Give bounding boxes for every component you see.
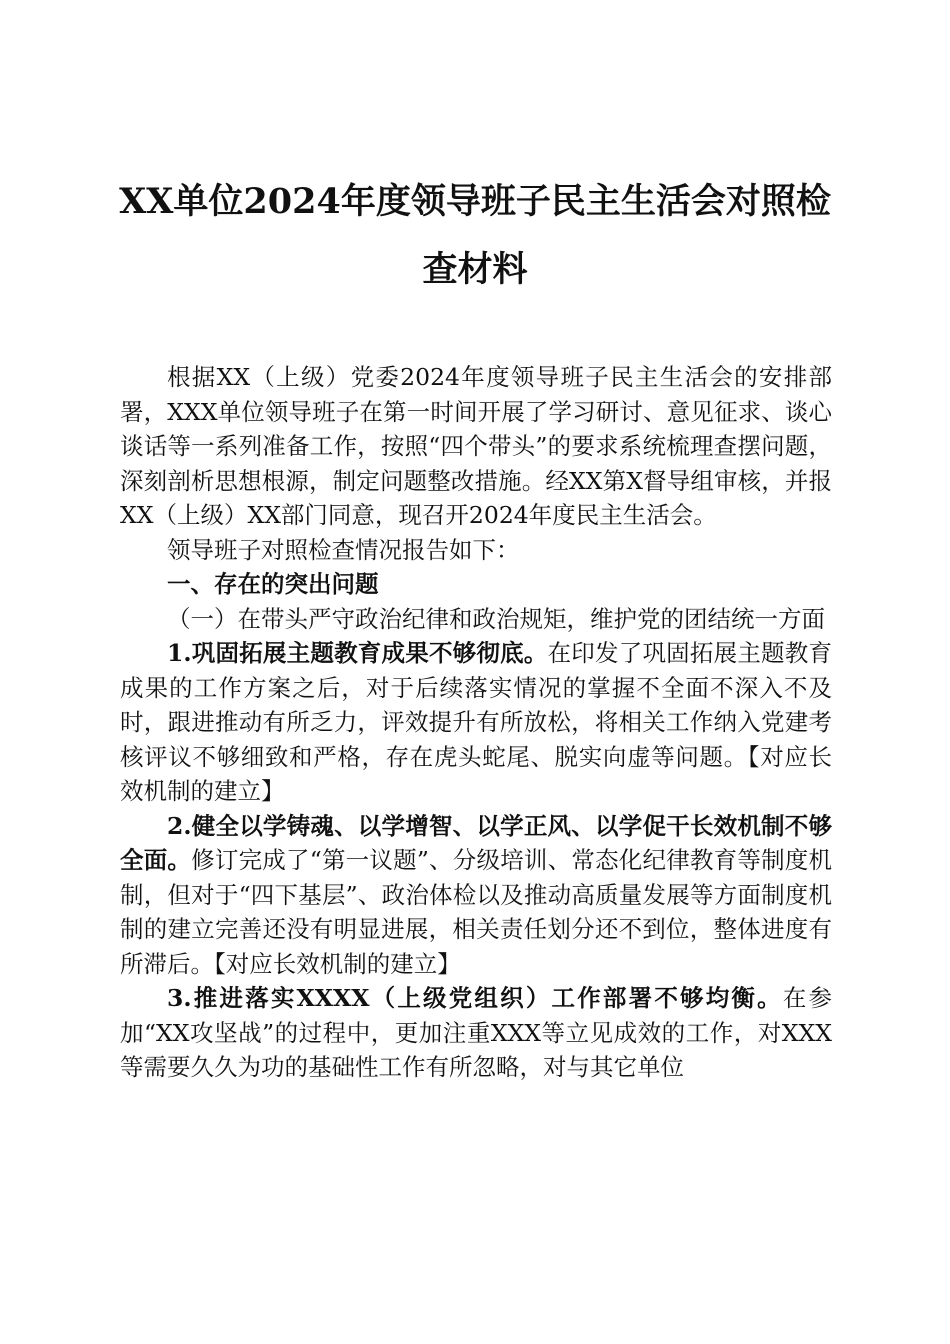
title-line-1: XX单位2024年度领导班子民主生活会对照检 xyxy=(119,181,831,222)
item-1-text: 在印发了巩固拓展主题教育成果的工作方案之后，对于后续落实情况的掌握不全面不深入不及时，跟进推动有所乏力，评效提升有所放松，将相关工作纳入党建考核评议不够细致和严格，存在虎头蛇尾、脱实向虚等问题。【对应长效机制的建立】 xyxy=(120,639,832,805)
item-3-text: 在参加“XX攻坚战”的过程中，更加注重XXX等立见成效的工作，对XXX等需要久久为功的基础性工作有所忽略，对与其它单位 xyxy=(120,984,833,1081)
section-1-heading: 一、存在的突出问题 xyxy=(167,570,379,598)
item-2-lead: 2.健全以学铸魂、以学增智、以学正风、以学促干长效机制不够全面。 xyxy=(120,811,832,874)
document-title xyxy=(100,168,850,304)
subsection-1-heading: （一）在带头严守政治纪律和政治规矩，维护党的团结统一方面 xyxy=(167,604,825,633)
item-paragraph-2 xyxy=(120,809,832,982)
item-paragraph-1 xyxy=(120,636,832,809)
document-body xyxy=(120,360,832,1085)
intro-paragraph: 根据XX（上级）党委2024年度领导班子民主生活会的安排部署，XXX单位领导班子在第一时间开展了学习研讨、意见征求、谈心谈话等一系列准备工作，按照“四个带头”的要求系统梳理查摆问题，深刻剖析思想根源，制定问题整改措施。经XX第X督导组审核，并报XX（上级）XX部门同意，现召开2024年度民主生活会。 xyxy=(120,363,832,529)
item-paragraph-3 xyxy=(120,981,832,1085)
item-1-lead: 1.巩固拓展主题教育成果不够彻底。 xyxy=(167,639,548,667)
title-line-2: 查材料 xyxy=(422,249,528,290)
item-3-lead: 3.推进落实XXXX（上级党组织）工作部署不够均衡。 xyxy=(167,984,783,1012)
report-intro-paragraph: 领导班子对照检查情况报告如下： xyxy=(167,535,520,564)
item-2-text: 修订完成了“第一议题”、分级培训、常态化纪律教育等制度机制，但对于“四下基层”、政治体检以及推动高质量发展等方面制度机制的建立完善还没有明显进展，相关责任划分还不到位，整体进度有所滞后。【对应长效机制的建立】 xyxy=(120,846,833,978)
